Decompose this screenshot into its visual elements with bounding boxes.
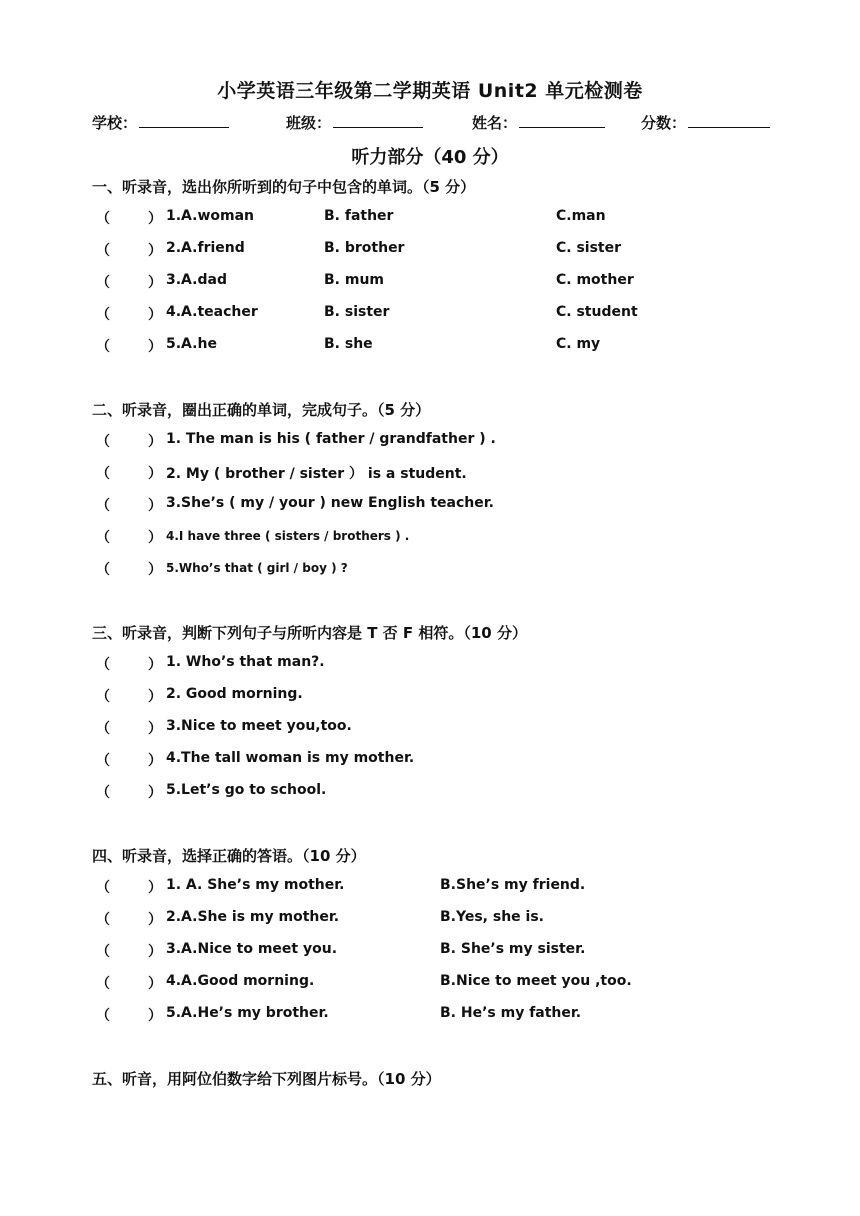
section3-question (96, 686, 776, 708)
answer-paren-right: ） (148, 243, 162, 259)
school-field (92, 112, 229, 133)
answer-paren-left[interactable]: （ (96, 721, 110, 737)
section3-question (96, 782, 776, 804)
listening-section-heading: 听力部分（40 分） (351, 147, 509, 168)
class-blank[interactable] (333, 112, 423, 128)
option-c: C.man (556, 208, 606, 224)
answer-paren-left[interactable]: （ (96, 1008, 110, 1024)
answer-paren-right: ） (148, 689, 162, 705)
option-a: 5.A.he (166, 336, 217, 352)
section4-question (96, 973, 776, 995)
section1-question (96, 336, 776, 358)
option-a: 1. A. She’s my mother. (166, 877, 345, 893)
answer-paren-right: ） (148, 785, 162, 801)
option-a: 5.A.He’s my brother. (166, 1005, 329, 1021)
answer-paren-left[interactable]: （ (96, 243, 110, 259)
answer-paren-left[interactable]: （ (96, 434, 110, 450)
score-blank[interactable] (688, 112, 770, 128)
question-text: 3.She’s ( my / your ) new English teacher. (166, 495, 494, 511)
question-text: 4.I have three ( sisters / brothers ) . (166, 529, 410, 543)
answer-paren-left[interactable]: （ (96, 211, 110, 227)
option-c: C. mother (556, 272, 634, 288)
section2-title: 二、听录音，圈出正确的单词，完成句子。（5 分） (92, 401, 431, 419)
option-c: C. sister (556, 240, 622, 256)
answer-paren-left[interactable]: （ (96, 785, 110, 801)
name-label: 姓名： (472, 114, 518, 132)
answer-paren-right: ） (148, 434, 162, 450)
name-field (472, 112, 605, 133)
section2-question (96, 495, 776, 517)
answer-paren-left[interactable]: （ (96, 753, 110, 769)
section4-question (96, 877, 776, 899)
question-text: 3.Nice to meet you,too. (166, 718, 352, 734)
name-blank[interactable] (519, 112, 605, 128)
section2-question (96, 527, 776, 549)
option-b: B. sister (324, 304, 390, 320)
answer-paren-right: ） (148, 753, 162, 769)
option-b: B. brother (324, 240, 405, 256)
answer-paren-right: ） (148, 339, 162, 355)
question-text: 2. Good morning. (166, 686, 303, 702)
exam-title: 小学英语三年级第二学期英语 Unit2 单元检测卷 (217, 80, 643, 102)
answer-paren-left[interactable]: （ (96, 275, 110, 291)
question-text: 5.Who’s that ( girl / boy ) ? (166, 561, 348, 575)
answer-paren-left[interactable]: （ (96, 944, 110, 960)
section3-title: 三、听录音，判断下列句子与所听内容是 T 否 F 相符。（10 分） (92, 624, 527, 642)
question-text: 4.The tall woman is my mother. (166, 750, 415, 766)
answer-paren-right: ） (148, 562, 162, 578)
answer-paren-left[interactable]: （ (96, 657, 110, 673)
option-b: B.Nice to meet you ,too. (440, 973, 632, 989)
option-a: 2.A.friend (166, 240, 245, 256)
answer-paren-right: ） (148, 976, 162, 992)
answer-paren-left[interactable]: （ (96, 912, 110, 928)
option-c: C. student (556, 304, 638, 320)
option-b: B. father (324, 208, 394, 224)
answer-paren-right: ） (148, 530, 162, 546)
answer-paren-right: ） (148, 498, 162, 514)
answer-paren-left[interactable]: （ (96, 307, 110, 323)
answer-paren-right: ） (148, 466, 162, 482)
option-a: 4.A.teacher (166, 304, 258, 320)
question-text: 5.Let’s go to school. (166, 782, 327, 798)
answer-paren-right: ） (148, 880, 162, 896)
option-a: 4.A.Good morning. (166, 973, 315, 989)
option-b: B. mum (324, 272, 385, 288)
school-label: 学校： (92, 114, 138, 132)
section4-question (96, 941, 776, 963)
section1-title: 一、听录音，选出你所听到的句子中包含的单词。（5 分） (92, 178, 476, 196)
option-a: 3.A.Nice to meet you. (166, 941, 338, 957)
option-b: B.She’s my friend. (440, 877, 586, 893)
section4-question (96, 1005, 776, 1027)
answer-paren-right: ） (148, 944, 162, 960)
section4-question (96, 909, 776, 931)
student-info-row (92, 112, 772, 136)
answer-paren-left[interactable]: （ (96, 498, 110, 514)
answer-paren-right: ） (148, 721, 162, 737)
answer-paren-right: ） (148, 1008, 162, 1024)
section3-question (96, 718, 776, 740)
option-b: B. she (324, 336, 373, 352)
option-c: C. my (556, 336, 601, 352)
section4-title: 四、听录音，选择正确的答语。（10 分） (92, 847, 366, 865)
question-text: 1. The man is his ( father / grandfather ) . (166, 431, 496, 447)
option-a: 3.A.dad (166, 272, 227, 288)
section1-question (96, 240, 776, 262)
section1-question (96, 208, 776, 230)
answer-paren-left[interactable]: （ (96, 562, 110, 578)
answer-paren-left[interactable]: （ (96, 339, 110, 355)
question-text: 1. Who’s that man?. (166, 654, 325, 670)
answer-paren-left[interactable]: （ (96, 689, 110, 705)
answer-paren-right: ） (148, 912, 162, 928)
answer-paren-left[interactable]: （ (96, 466, 110, 482)
answer-paren-right: ） (148, 657, 162, 673)
section2-question (96, 431, 776, 453)
section1-question (96, 272, 776, 294)
section2-question (96, 463, 776, 485)
answer-paren-left[interactable]: （ (96, 880, 110, 896)
section2-question (96, 559, 776, 581)
option-b: B. She’s my sister. (440, 941, 586, 957)
question-text: 2. My ( brother / sister ） is a student. (166, 466, 467, 482)
section3-question (96, 654, 776, 676)
answer-paren-left[interactable]: （ (96, 530, 110, 546)
answer-paren-right: ） (148, 307, 162, 323)
option-b: B.Yes, she is. (440, 909, 544, 925)
score-field (641, 112, 770, 133)
answer-paren-left[interactable]: （ (96, 976, 110, 992)
class-field (286, 112, 423, 133)
school-blank[interactable] (139, 112, 229, 128)
option-b: B. He’s my father. (440, 1005, 582, 1021)
answer-paren-right: ） (148, 211, 162, 227)
option-a: 1.A.woman (166, 208, 255, 224)
section5-title: 五、听音，用阿位伯数字给下列图片标号。（10 分） (92, 1070, 441, 1088)
class-label: 班级： (286, 114, 332, 132)
answer-paren-right: ） (148, 275, 162, 291)
section3-question (96, 750, 776, 772)
score-label: 分数： (641, 114, 687, 132)
section1-question (96, 304, 776, 326)
option-a: 2.A.She is my mother. (166, 909, 340, 925)
